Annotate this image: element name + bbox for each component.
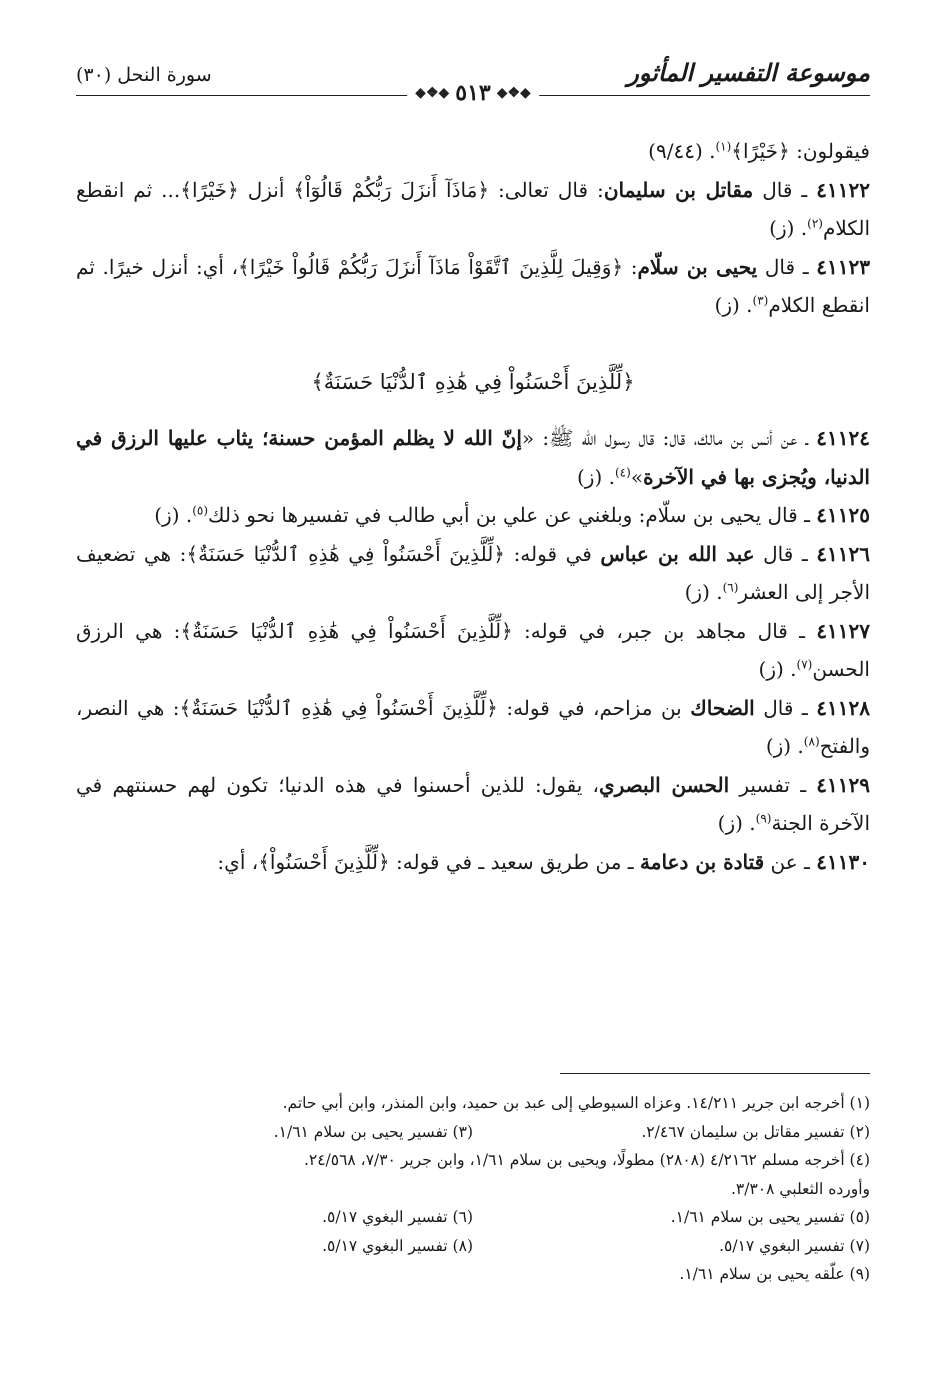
narration [76,766,870,843]
narrator-name: الحسن البصري [598,772,730,797]
text: ـ قال [754,695,817,720]
text: ، يقول: للذين أحسنوا في هذه الدنيا؛ تكون لهم حسنتهم في الآخرة الجنة [76,772,870,835]
text: . (ز) [758,657,797,681]
text: ـ قال [754,541,817,566]
narrator-name: قتادة بن دعامة [640,849,765,874]
footnote-ref: (٩) [755,811,772,826]
footnote: (٩) علّقه يحيى بن سلام ١/٦١. [679,1265,870,1283]
text: : هي الرزق الحسن [76,618,870,681]
surah-name: سورة النحل (٣٠) [76,64,212,86]
narrator-name: الضحاك [690,695,755,720]
narration [76,689,870,766]
running-head [76,58,870,106]
text: فيقولون: [789,139,870,163]
footnote: (١) أخرجه ابن جرير ١٤/٢١١. وعزاه السيوطي إلى عبد بن حميد، وابن المنذر، وابن أبي حاتم. [282,1094,870,1112]
text: . (ز) [577,464,615,489]
footnote-row [76,1232,870,1261]
footnote-ref: (٣) [752,293,769,308]
text: ـ قال [753,177,817,202]
ornament-icon: ◆❖◆ [496,85,531,101]
narration-number: ٤١١٢٨ [816,695,870,720]
page-number: ٥١٣ [455,80,491,106]
footnote: (٤) أخرجه مسلم ٤/٢١٦٢ (٢٨٠٨) مطولًا، ويحيى بن سلام ١/٦١، وابن جرير ٧/٣٠، ٢٤/٥٦٨. [303,1151,870,1169]
footnote: (٨) تفسير البغوي ٥/١٧. [322,1236,473,1255]
text: . (ز) [684,580,723,604]
footnote-ref: (١) [715,139,732,154]
narration-number: ٤١١٢٤ [816,426,870,450]
quran-verse: ﴿وَقِيلَ لِلَّذِينَ ٱتَّقَوْاْ مَاذَآ أَنزَلَ رَبُّكُمْ قَالُواْ خَيْرًا﴾ [238,254,624,279]
hadith-text: إنّ الله لا يظلم المؤمن حسنة؛ يثاب عليها الرزق في الدنيا، ويُجزى بها في الآخرة [76,426,870,489]
text: ـ عن أنس بن مالك، قال: قال رسول الله ﷺ: « [521,426,817,450]
text: في قوله: [505,541,601,566]
footnote-ref: (٥) [192,503,209,518]
footnotes [76,1089,870,1289]
text: أنزل [238,177,294,202]
footnote: (٣) تفسير يحيى بن سلام ١/٦١. [273,1122,473,1141]
narration [76,496,870,535]
text: ، أي: أنزل خيرًا. ثم انقطع الكلام [76,254,870,317]
narration-number: ٤١١٢٩ [816,772,871,797]
footnote-rule [560,1073,870,1074]
text: ـ من طريق سعيد ـ في قوله: [389,849,641,874]
text: . (ز) [769,216,808,240]
footnote-ref: (٧) [796,657,813,672]
narration-number: ٤١١٢٥ [816,503,870,527]
footnote: (٧) تفسير البغوي ٥/١٧. [719,1236,870,1255]
text: : هي تضعيف الأجر إلى العشر [76,541,870,604]
narration [76,419,870,496]
quran-verse: ﴿خَيْرًا﴾ [731,139,790,163]
narration-number: ٤١١٣٠ [816,849,870,874]
text: : [623,254,638,279]
text: ـ قال يحيى بن سلّام: وبلغني عن علي بن أبي طالب في تفسيرها نحو ذلك [208,503,817,527]
quran-verse: ﴿لِّلَّذِينَ أَحْسَنُواْ فِي هَٰذِهِ ٱلدُّنْيَا حَسَنَةٌ﴾ [180,618,513,643]
narrator-name: عبد الله بن عباس [600,541,755,566]
text: . (ز) [714,293,753,317]
main-text [76,132,870,881]
quran-verse: ﴿لِّلَّذِينَ أَحْسَنُواْ فِي هَٰذِهِ ٱلدُّنْيَا حَسَنَةٌ﴾ [179,695,498,720]
book-title: موسوعة التفسير المأثور [627,58,870,87]
narration-number: ٤١١٢٣ [816,254,870,279]
paragraph [76,132,870,171]
text: . (ز) [717,811,756,835]
text: ـ تفسير [729,772,817,797]
text: . (ز) [154,503,193,527]
footnote-ref: (٨) [803,734,820,749]
narration [76,248,870,325]
narration [76,612,870,689]
narration [76,171,870,248]
text: » [630,464,644,489]
narrator-name: مقاتل بن سليمان [603,177,754,202]
footnote: وأورده الثعلبي ٣/٣٠٨. [730,1179,870,1198]
footnote-ref: (٤) [614,464,631,479]
footnote: (٢) تفسير مقاتل بن سليمان ٢/٤٦٧. [641,1122,870,1141]
footnote-ref: (٦) [722,580,739,595]
narration-number: ٤١١٢٦ [816,541,871,566]
quran-verse: ﴿مَاذَآ أَنزَلَ رَبُّكُمْ قَالُوٓاْ﴾ [293,177,490,202]
page-number-group [407,80,539,106]
verse-heading: ﴿لِّلَّذِينَ أَحْسَنُواْ فِي هَٰذِهِ ٱلدُّنْيَا حَسَنَةٌ﴾ [311,369,635,394]
ornament-icon: ◆❖◆ [415,85,450,101]
footnote-row [76,1118,870,1147]
text: بن مزاحم، في قوله: [497,695,691,720]
narration [76,535,870,612]
footnote: (٥) تفسير يحيى بن سلام ١/٦١. [670,1208,870,1226]
text: ـ عن [764,849,817,874]
quran-verse: ﴿خَيْرًا﴾ [180,177,239,202]
footnote: (٦) تفسير البغوي ٥/١٧. [322,1208,473,1226]
quran-verse: ﴿لِّلَّذِينَ أَحْسَنُواْ﴾ [258,849,390,874]
text: . (ز) [765,734,804,758]
footnote-ref: (٢) [807,216,823,231]
reference: . (٩/٤٤) [648,139,716,163]
narrator-name: يحيى بن سلّام [637,254,758,279]
text: ـ قال [757,254,817,279]
text: ، أي: [217,849,259,874]
text: : قال تعالى: [489,177,604,202]
text: ... ثم انقطع الكلام [76,177,870,240]
text: ـ قال مجاهد بن جبر، في قوله: [512,618,817,643]
narration [76,843,870,882]
quran-verse: ﴿لِّلَّذِينَ أَحْسَنُواْ فِي هَٰذِهِ ٱلدُّنْيَا حَسَنَةٌ﴾ [186,541,506,566]
narration-number: ٤١١٢٢ [816,177,871,202]
text: : هي النصر، والفتح [76,695,870,758]
narration-number: ٤١١٢٧ [816,618,871,643]
footnote-row [76,1203,870,1232]
